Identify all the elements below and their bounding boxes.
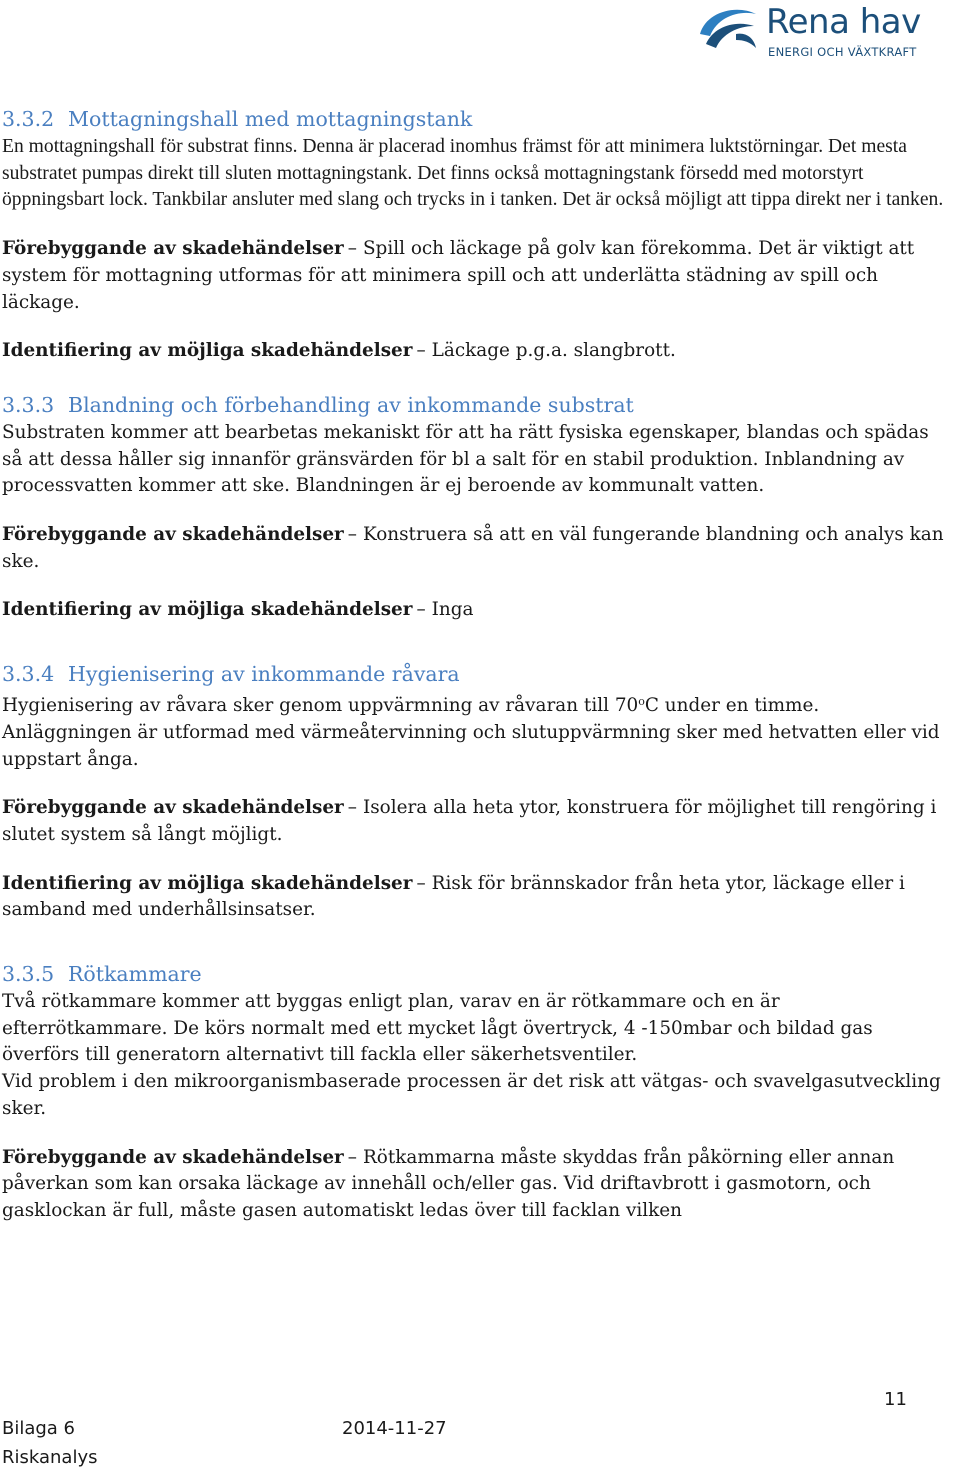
identification-paragraph: Identifiering av möjliga skadehändelser – Risk för brännskador från heta ytor, läckage eller i samband med underhållsinsatser. <box>2 872 905 921</box>
prevention-paragraph: Förebyggande av skadehändelser – Konstruera så att en väl fungerande blandning och analys kan ske. <box>2 524 944 572</box>
section-number: 3.3.5 <box>2 962 55 987</box>
degree-superscript: o <box>638 695 645 709</box>
body-text-end: C under en timme. Anläggningen är utformad med värmeåtervinning och slutuppvärmning sker med hetvatten eller vid uppstart ånga. <box>2 695 940 770</box>
prevention-label: Förebyggande av skadehändelser <box>2 524 344 546</box>
footer-date: 2014-11-27 <box>342 1418 447 1439</box>
prevention-paragraph: Förebyggande av skadehändelser – Isolera alla heta ytor, konstruera för möjlighet till rengöring i slutet system så långt möjligt. <box>2 797 937 845</box>
prevention-text: Spill och läckage på golv kan förekomma. Det är viktigt att system för mottagning utformas för att minimera spill och att underlätta städning av spill och läckage. <box>2 238 915 313</box>
page-number: 11 <box>884 1389 907 1410</box>
section-heading-335 <box>2 960 950 988</box>
body-text-start: Hygienisering av råvara sker genom uppvärmning av råvaran till 70 <box>2 695 639 717</box>
prevention-text: Isolera alla heta ytor, konstruera för möjlighet till rengöring i slutet system så långt möjligt. <box>2 797 937 845</box>
prevention-text: Konstruera så att en väl fungerande blandning och analys kan ske. <box>2 524 944 572</box>
footer-attachment: Bilaga 6 <box>2 1418 76 1439</box>
identification-text: Läckage p.g.a. slangbrott. <box>431 340 676 362</box>
identification-paragraph: Identifiering av möjliga skadehändelser – Läckage p.g.a. slangbrott. <box>2 340 676 362</box>
prevention-label: Förebyggande av skadehändelser <box>2 797 344 819</box>
section-title: Hygienisering av inkommande råvara <box>68 662 460 687</box>
section-body <box>2 689 950 773</box>
section-body: En mottagningshall för substrat finns. Denna är placerad inomhus främst för att minimera luktstörningar. Det mesta substratet pumpas direkt till sluten mottagningstank. Det finns också mottagningstank försedd med motorstyrt öppningsbart lock. Tankbilar ansluter med slang och trycks in i tanken. Det är också möjligt att tippa direkt ner i tanken. <box>2 136 944 211</box>
prevention-text: Rötkammarna måste skyddas från påkörning eller annan påverkan som kan orsaka läckage av innehåll och/eller gas. Vid driftavbrott i gasmotorn, och gasklockan är full, måste gasen automatiskt ledas över till facklan vilken <box>2 1146 895 1221</box>
section-number: 3.3.3 <box>2 392 55 417</box>
section-title: Rötkammare <box>68 962 202 987</box>
footer-left <box>2 1414 98 1472</box>
prevention-paragraph: Förebyggande av skadehändelser – Rötkammarna måste skyddas från påkörning eller annan påverkan som kan orsaka läckage av innehåll och/eller gas. Vid driftavbrott i gasmotorn, och gasklockan är full, måste gasen automatiskt ledas över till facklan vilken <box>2 1146 895 1221</box>
company-logo <box>696 2 958 64</box>
prevention-paragraph: Förebyggande av skadehändelser – Spill och läckage på golv kan förekomma. Det är viktigt att system för mottagning utformas för att minimera spill och att underlätta städning av spill och läckage. <box>2 238 915 313</box>
logo-wave-icon <box>696 4 760 60</box>
section-body: Substraten kommer att bearbetas mekaniskt för att ha rätt fysiska egenskaper, blandas och spädas så att dessa håller sig innanför gränsvärden för bl a salt för en stabil produktion. Inblandning av processvatten kommer att ske. Blandningen är ej beroende av kommunalt vatten. <box>2 421 929 497</box>
identification-label: Identifiering av möjliga skadehändelser <box>2 340 413 362</box>
section-body: Två rötkammare kommer att byggas enligt plan, varav en är rötkammare och en är efterrötkammare. De körs normalt med ett mycket lågt övertryck, 4 -150mbar och bildad gas överförs till generatorn alternativt till fackla eller säkerhetsventiler. <box>2 991 873 1066</box>
section-number: 3.3.2 <box>2 107 55 131</box>
identification-label: Identifiering av möjliga skadehändelser <box>2 599 413 621</box>
identification-paragraph: Identifiering av möjliga skadehändelser – Inga <box>2 599 474 621</box>
section-title: Mottagningshall med mottagningstank <box>68 107 473 131</box>
identification-text: Inga <box>431 599 474 621</box>
section-number: 3.3.4 <box>2 662 55 687</box>
section-title: Blandning och förbehandling av inkommande substrat <box>68 392 634 417</box>
logo-tagline: ENERGI OCH VÄXTKRAFT <box>768 45 917 59</box>
document-body <box>2 105 950 1225</box>
prevention-label: Förebyggande av skadehändelser <box>2 1146 344 1168</box>
prevention-label: Förebyggande av skadehändelser <box>2 238 344 260</box>
section-body-continued: Vid problem i den mikroorganismbaserade processen är det risk att vätgas- och svavelgasutveckling sker. <box>2 1071 941 1119</box>
section-heading-334 <box>2 660 950 688</box>
identification-label: Identifiering av möjliga skadehändelser <box>2 872 413 894</box>
identification-text: Risk för brännskador från heta ytor, läckage eller i samband med underhållsinsatser. <box>2 872 905 921</box>
logo-name: Rena hav <box>766 2 921 42</box>
section-heading-332 <box>2 105 950 133</box>
footer-doc-title: Riskanalys <box>2 1447 98 1468</box>
section-heading-333 <box>2 391 950 419</box>
